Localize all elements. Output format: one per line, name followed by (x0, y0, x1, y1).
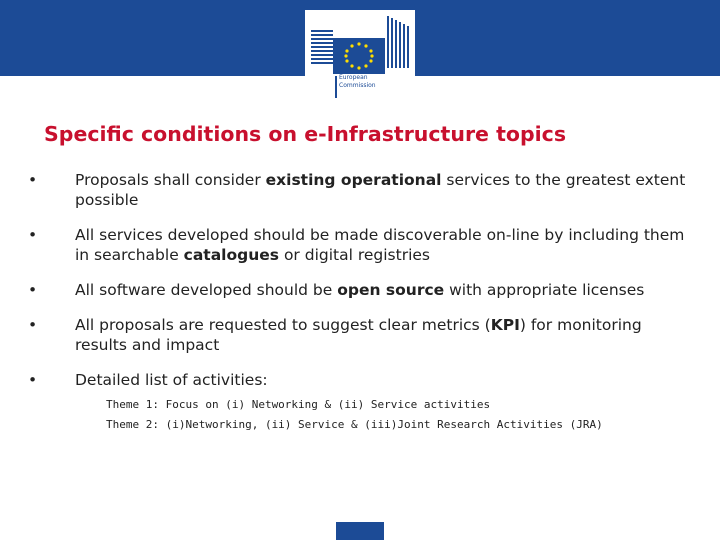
logo-text (339, 74, 376, 90)
bullet-emphasis: KPI (490, 316, 520, 334)
bullet-text: with appropriate licenses (444, 281, 645, 299)
european-commission-logo (305, 10, 415, 102)
footer-flag (336, 522, 384, 540)
bullet-item (28, 280, 688, 300)
bullet-text: or digital registries (279, 246, 430, 264)
bullet-item (28, 315, 688, 355)
bullet-item (28, 225, 688, 265)
bullet-text: Proposals shall consider (75, 171, 266, 189)
bullet-emphasis: catalogues (183, 246, 280, 264)
bullet-text: All software developed should be (75, 281, 338, 299)
bullet-list (28, 170, 688, 435)
bullet-emphasis: open source (337, 281, 445, 299)
bullet-text: All proposals are requested to suggest clear metrics ( (75, 316, 491, 334)
bullet-emphasis: existing operational (265, 171, 442, 189)
bullet-text: All services developed should be made discoverable on-line by including them in searchable (75, 226, 685, 264)
bullet-text: services to the greatest extent possible (75, 171, 686, 209)
activity-theme-item: Theme 2: (i)Networking, (ii) Service & (iii)Joint Research Activities (JRA) (106, 418, 603, 431)
bullet-item (28, 370, 688, 435)
bullet-text: ) for monitoring results and impact (75, 316, 642, 354)
activity-theme-item: Theme 1: Focus on (i) Networking & (ii) Service activities (106, 398, 491, 411)
slide-title: Specific conditions on e-Infrastructure topics (44, 122, 567, 146)
logo-text-line: European (339, 74, 368, 81)
bullet-text: Detailed list of activities: (75, 371, 268, 389)
logo-text-line: Commission (339, 82, 376, 89)
bullet-item (28, 170, 688, 210)
activity-sublist (106, 395, 688, 435)
